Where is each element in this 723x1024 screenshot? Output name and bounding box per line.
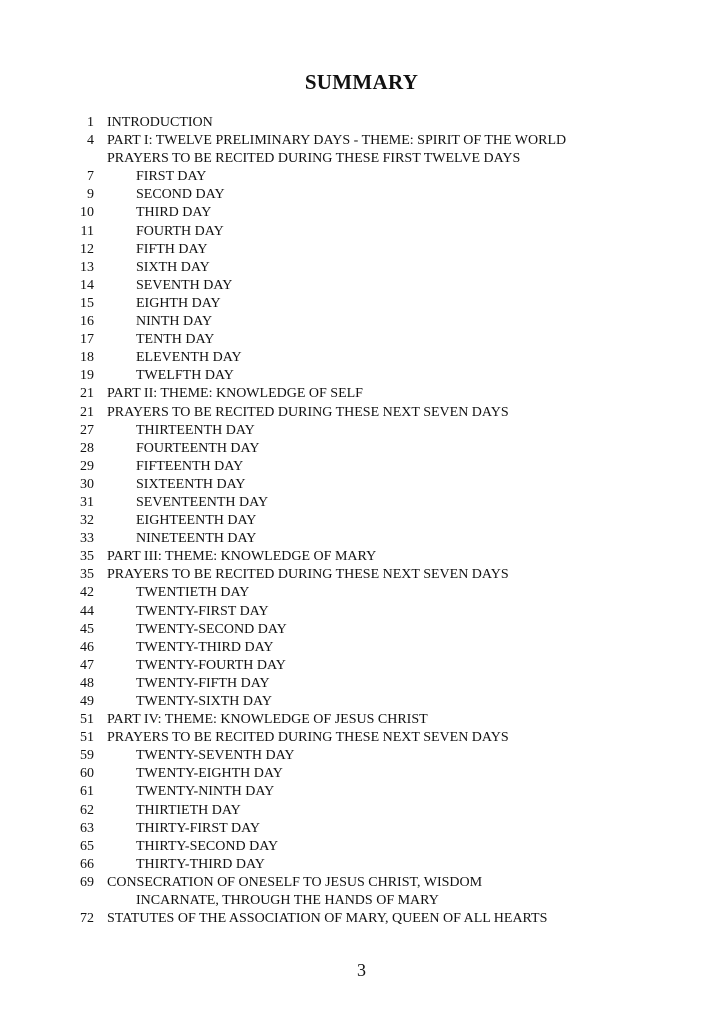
toc-sub-entry	[0, 765, 723, 783]
toc-page-number: 48	[80, 675, 94, 691]
toc-sub-entry	[0, 838, 723, 856]
toc-page-number: 61	[80, 784, 94, 800]
toc-entry-title: STATUTES OF THE ASSOCIATION OF MARY, QUEEN OF ALL HEARTS	[107, 911, 548, 927]
toc-entry-title: SIXTEENTH DAY	[136, 476, 246, 492]
toc-sub-entry	[0, 621, 723, 639]
toc-entry-title: TWENTY-FIFTH DAY	[136, 675, 270, 691]
toc-page-number: 31	[80, 494, 94, 510]
toc-sub-entry	[0, 802, 723, 820]
toc-page-number: 12	[80, 241, 94, 257]
toc-entry-title: INCARNATE, THROUGH THE HANDS OF MARY	[136, 893, 439, 909]
toc-page-number: 65	[80, 838, 94, 854]
toc-page-number: 42	[80, 585, 94, 601]
toc-page-number: 69	[80, 874, 94, 890]
toc-page-number: 60	[80, 766, 94, 782]
toc-sub-entry	[0, 168, 723, 186]
toc-sub-entry	[0, 367, 723, 385]
toc-entry-title: PART IV: THEME: KNOWLEDGE OF JESUS CHRIST	[107, 712, 428, 728]
toc-entry	[0, 132, 723, 150]
toc-entry-title: THIRD DAY	[136, 205, 212, 221]
toc-entry-title: CONSECRATION OF ONESELF TO JESUS CHRIST, WISDOM	[107, 874, 483, 890]
toc-entry-title: PRAYERS TO BE RECITED DURING THESE NEXT SEVEN DAYS	[107, 730, 509, 746]
toc-entry-title: FIRST DAY	[136, 169, 207, 185]
toc-entry-title: FIFTEENTH DAY	[136, 458, 244, 474]
toc-entry-title: TWENTY-NINTH DAY	[136, 784, 275, 800]
toc-page-number: 13	[80, 259, 94, 275]
toc-entry	[0, 566, 723, 584]
toc-page-number: 7	[87, 169, 94, 185]
toc-entry-title: PRAYERS TO BE RECITED DURING THESE NEXT SEVEN DAYS	[107, 567, 509, 583]
toc-entry	[0, 114, 723, 132]
toc-entry-title: FOURTH DAY	[136, 223, 224, 239]
toc-entry-title: ELEVENTH DAY	[136, 350, 242, 366]
toc-page-number: 9	[87, 187, 94, 203]
toc-entry-title: THIRTY-THIRD DAY	[136, 856, 265, 872]
toc-sub-entry	[0, 349, 723, 367]
toc-entry-title: THIRTY-SECOND DAY	[136, 838, 279, 854]
toc-page-number: 30	[80, 476, 94, 492]
toc-sub-entry	[0, 747, 723, 765]
toc-page-number: 33	[80, 531, 94, 547]
toc-entry-title: PRAYERS TO BE RECITED DURING THESE NEXT SEVEN DAYS	[107, 404, 509, 420]
toc-entry-title: SECOND DAY	[136, 187, 225, 203]
toc-page-number: 18	[80, 350, 94, 366]
toc-page-number: 45	[80, 621, 94, 637]
toc-sub-entry	[0, 186, 723, 204]
toc-sub-entry	[0, 458, 723, 476]
toc-entry	[0, 548, 723, 566]
toc-entry-title: EIGHTH DAY	[136, 295, 221, 311]
toc-sub-entry	[0, 476, 723, 494]
toc-page-number: 10	[80, 205, 94, 221]
toc-entry-title: TWENTY-FOURTH DAY	[136, 657, 286, 673]
toc-page-number: 21	[80, 386, 94, 402]
toc-entry-title: SIXTH DAY	[136, 259, 210, 275]
page-number: 3	[357, 960, 366, 980]
toc-page-number: 66	[80, 856, 94, 872]
toc-sub-entry	[0, 530, 723, 548]
toc-entry-title: THIRTEENTH DAY	[136, 422, 255, 438]
toc-sub-entry	[0, 277, 723, 295]
toc-entry-title: TWENTY-EIGHTH DAY	[136, 766, 283, 782]
toc-entry	[0, 910, 723, 928]
toc-entry-title: NINTH DAY	[136, 314, 213, 330]
toc-sub-entry	[0, 241, 723, 259]
toc-sub-entry	[0, 259, 723, 277]
toc-page-number: 27	[80, 422, 94, 438]
toc-entry-continuation	[0, 892, 723, 910]
toc-sub-entry	[0, 512, 723, 530]
toc-entry-title: TWENTY-SECOND DAY	[136, 621, 287, 637]
toc-entry-title: TWENTY-FIRST DAY	[136, 603, 269, 619]
toc-page-number: 62	[80, 802, 94, 818]
toc-sub-entry	[0, 313, 723, 331]
toc-entry-title: PART I: TWELVE PRELIMINARY DAYS - THEME: SPIRIT OF THE WORLD	[107, 133, 567, 149]
toc-entry-title: SEVENTEENTH DAY	[136, 494, 269, 510]
toc-entry	[0, 711, 723, 729]
toc-page-number: 17	[80, 332, 94, 348]
toc-sub-entry	[0, 693, 723, 711]
toc-page-number: 32	[80, 513, 94, 529]
toc-sub-entry	[0, 657, 723, 675]
toc-sub-entry	[0, 295, 723, 313]
toc-page-number: 15	[80, 295, 94, 311]
toc-page-number: 14	[80, 277, 94, 293]
toc-entry-title: SEVENTH DAY	[136, 277, 233, 293]
toc-page-number: 4	[87, 133, 94, 149]
toc-page-number: 29	[80, 458, 94, 474]
toc-sub-entry	[0, 783, 723, 801]
toc-entry-title: THIRTY-FIRST DAY	[136, 820, 261, 836]
toc-entry-title: TWELFTH DAY	[136, 368, 234, 384]
toc-sub-entry	[0, 584, 723, 602]
toc-page-number: 51	[80, 712, 94, 728]
toc-page-number: 35	[80, 567, 94, 583]
toc-sub-entry	[0, 331, 723, 349]
toc-page-number: 1	[87, 115, 94, 130]
toc-entry-title: TWENTY-SEVENTH DAY	[136, 748, 295, 764]
toc-entry	[0, 385, 723, 403]
toc-page-number: 63	[80, 820, 94, 836]
toc-entry-title: PART III: THEME: KNOWLEDGE OF MARY	[107, 549, 377, 565]
toc-entry-title: EIGHTEENTH DAY	[136, 513, 257, 529]
toc-page-number: 49	[80, 694, 94, 709]
toc-page-number: 16	[80, 314, 94, 330]
toc-page-number: 21	[80, 404, 94, 420]
toc-entry-title: FIFTH DAY	[136, 241, 208, 257]
toc-entry-title: TWENTY-SIXTH DAY	[136, 694, 272, 709]
table-of-contents	[0, 114, 723, 928]
toc-page-number: 11	[80, 223, 94, 239]
toc-entry	[0, 874, 723, 892]
toc-entry-title: FOURTEENTH DAY	[136, 440, 260, 456]
toc-sub-entry	[0, 494, 723, 512]
toc-page-number: 47	[80, 657, 94, 673]
toc-sub-entry	[0, 603, 723, 621]
toc-page-number: 51	[80, 730, 94, 746]
toc-sub-entry	[0, 204, 723, 222]
toc-page-number: 35	[80, 549, 94, 565]
toc-entry	[0, 729, 723, 747]
toc-sub-entry	[0, 856, 723, 874]
toc-sub-entry	[0, 639, 723, 657]
toc-page-number: 19	[80, 368, 94, 384]
toc-page-number: 46	[80, 639, 94, 655]
toc-entry-title: INTRODUCTION	[107, 115, 213, 130]
toc-page-number: 59	[80, 748, 94, 764]
toc-page-number: 72	[80, 911, 94, 927]
toc-sub-entry	[0, 675, 723, 693]
toc-entry-title: PRAYERS TO BE RECITED DURING THESE FIRST TWELVE DAYS	[107, 151, 521, 167]
toc-entry-title: TWENTY-THIRD DAY	[136, 639, 274, 655]
toc-page-number: 28	[80, 440, 94, 456]
toc-entry	[0, 150, 723, 168]
toc-entry-title: TWENTIETH DAY	[136, 585, 250, 601]
toc-page-number: 44	[80, 603, 94, 619]
toc-entry-title: PART II: THEME: KNOWLEDGE OF SELF	[107, 386, 363, 402]
page-title: SUMMARY	[304, 70, 419, 94]
toc-entry-title: NINETEENTH DAY	[136, 531, 257, 547]
toc-entry	[0, 404, 723, 422]
toc-sub-entry	[0, 223, 723, 241]
toc-sub-entry	[0, 440, 723, 458]
toc-sub-entry	[0, 422, 723, 440]
toc-entry-title: THIRTIETH DAY	[136, 802, 241, 818]
toc-sub-entry	[0, 820, 723, 838]
toc-entry-title: TENTH DAY	[136, 332, 215, 348]
